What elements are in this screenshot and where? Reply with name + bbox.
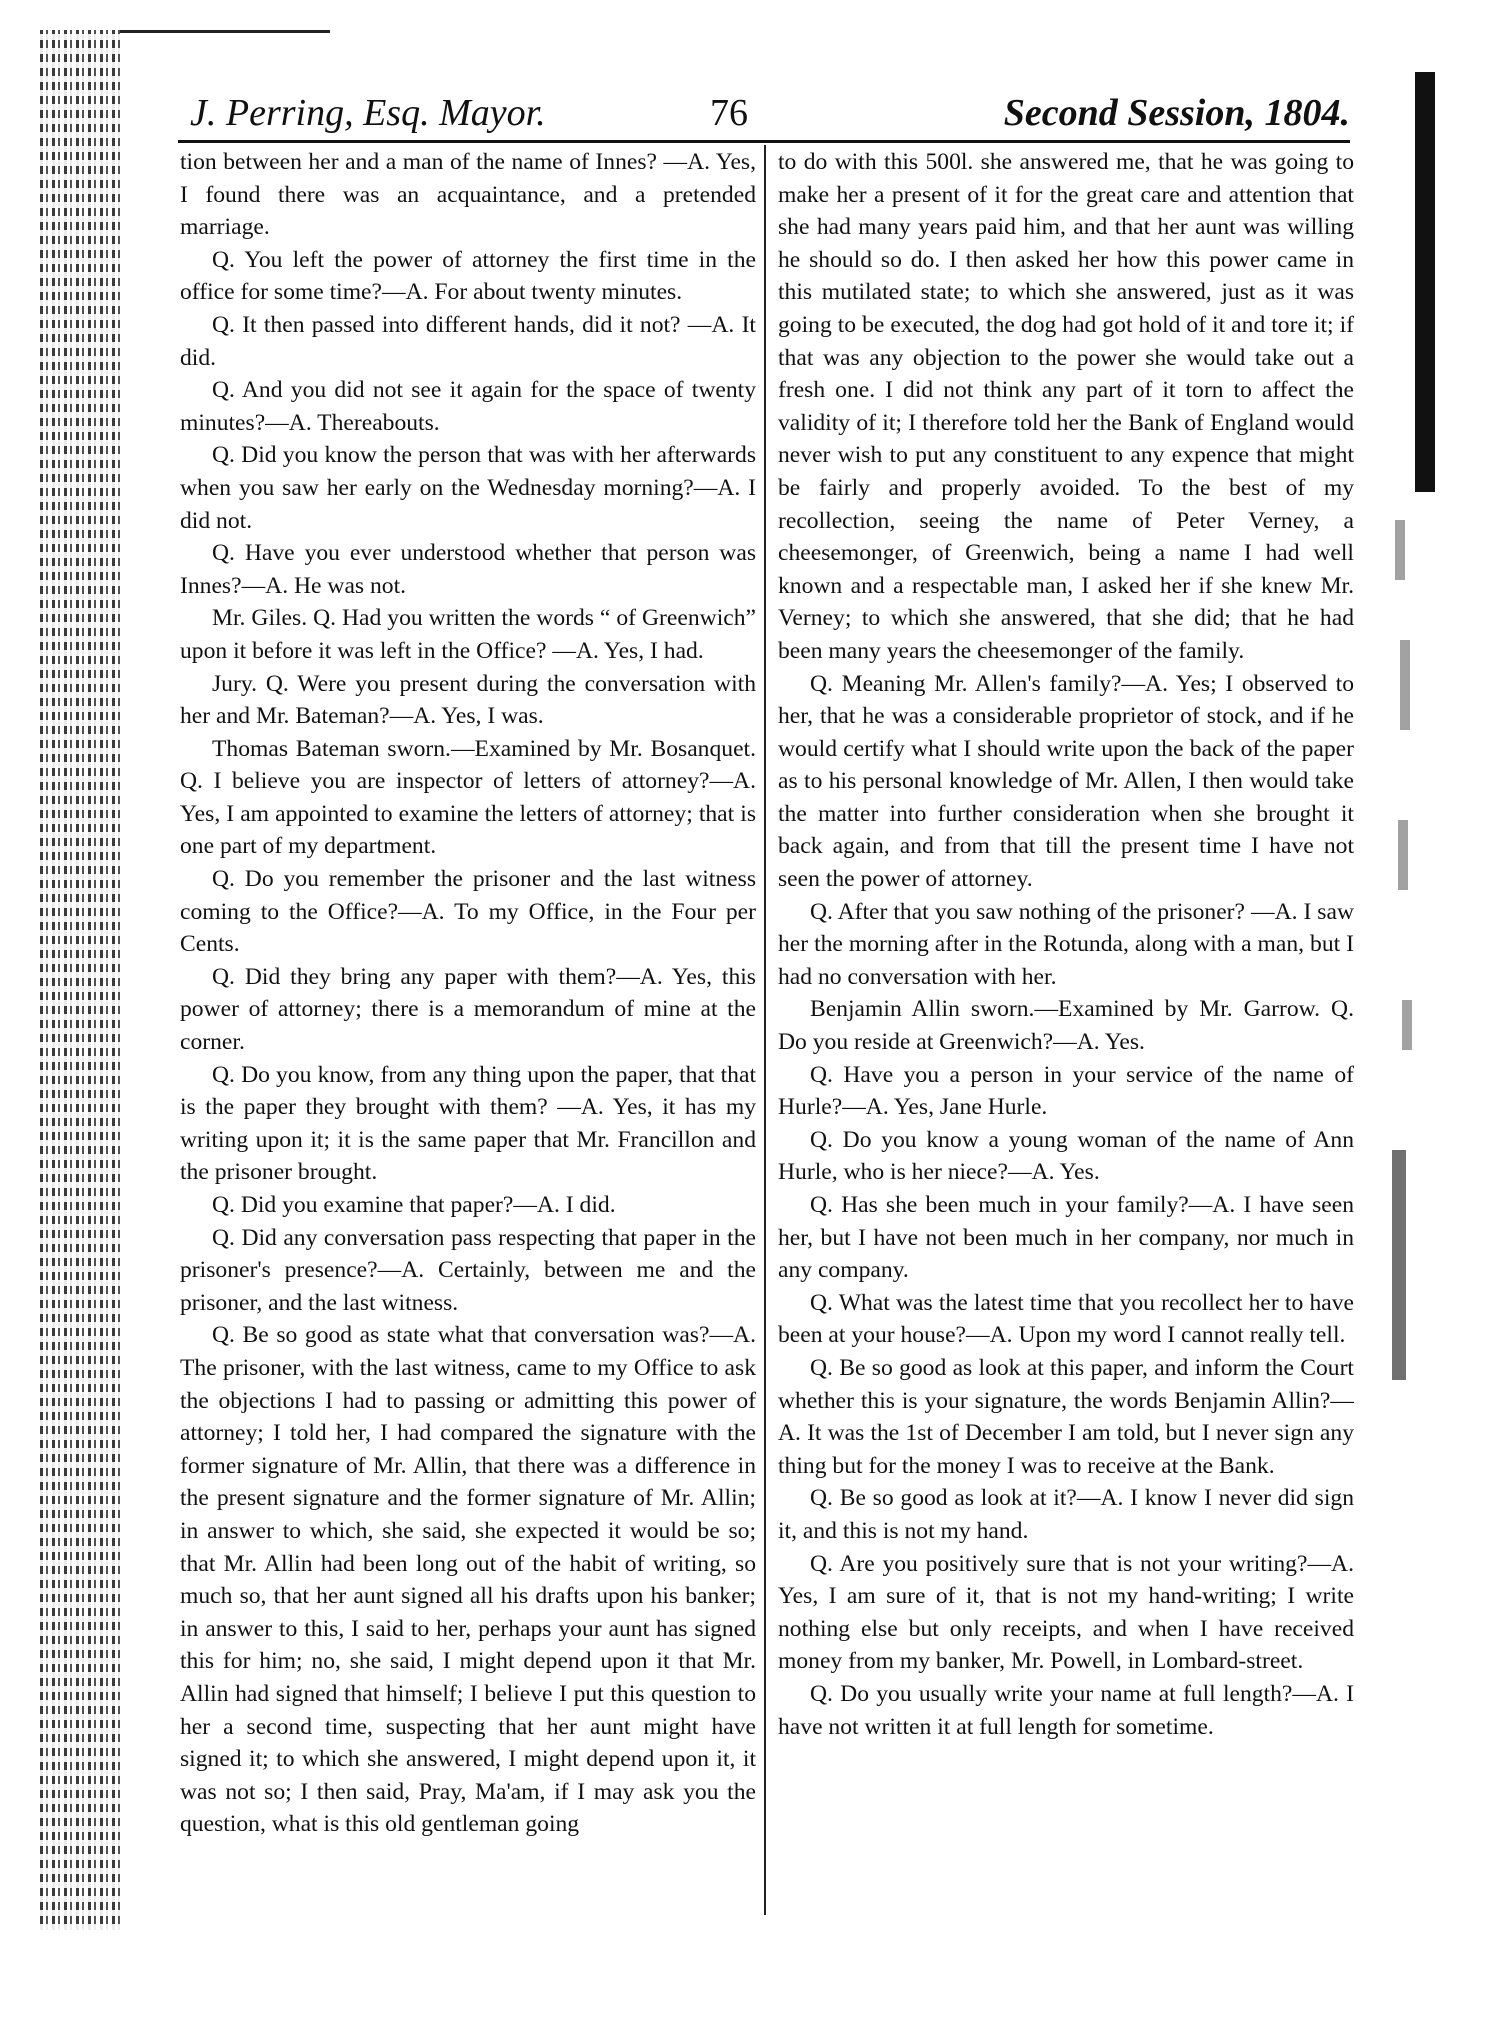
page-number: 76	[710, 92, 748, 134]
binding-edge-shadow	[40, 30, 122, 1930]
paragraph: tion between her and a man of the name of Innes? —A. Yes, I found there was an acquaintance, and a pretended marriage.	[180, 149, 756, 241]
paragraph: Q. Are you positively sure that is not your writing?—A. Yes, I am sure of it, that is not my hand-writing; I write nothing else but only receipts, and when I have received money from my banker, Mr. Powell, in Lombard-street.	[778, 1550, 1354, 1675]
paragraph: Q. Did any conversation pass respecting that paper in the prisoner's presence?—A. Certainly, between me and the prisoner, and the last witness.	[180, 1224, 756, 1316]
scan-edge-bar	[1392, 1150, 1406, 1380]
running-head	[190, 88, 1350, 138]
scan-edge-bar	[1415, 72, 1435, 492]
paragraph: Q. Did they bring any paper with them?—A. Yes, this power of attorney; there is a memorandum of mine at the corner.	[180, 963, 756, 1056]
right-column	[778, 146, 1354, 1743]
scan-speck	[1398, 820, 1408, 890]
paragraph: Q. You left the power of attorney the first time in the office for some time?—A. For about twenty minutes.	[180, 246, 756, 306]
paragraph: Q. Did you examine that paper?—A. I did.	[212, 1192, 616, 1218]
paragraph: Q. And you did not see it again for the space of twenty minutes?—A. Thereabouts.	[180, 377, 756, 436]
paragraph: Mr. Giles. Q. Had you written the words “ of Greenwich” upon it before it was left in the Office? —A. Yes, I had.	[180, 605, 756, 664]
scan-speck	[1395, 520, 1405, 580]
header-rule	[178, 140, 1350, 143]
paragraph: to do with this 500l. she answered me, that he was going to make her a present of it for the great care and attention that she had many years paid him, and that her aunt was willing he should so do. I then asked her how this power came in this mutilated state; to which she answered, just as it was going to be executed, the dog had got hold of it and tore it; if that was any objection to the power she would take out a fresh one. I did not think any part of it torn to affect the validity of it; I therefore told her the Bank of England would never wish to put any constituent to any expence that might be fairly and properly avoided. To the best of my recollection, seeing the name of Peter Verney, a cheesemonger, of Greenwich, being a name I had well known and a respectable man, I asked her if she knew Mr. Verney; to which she answered, that she did; that he had been many years the cheesemonger of the family.	[778, 149, 1354, 664]
paragraph: Q. Meaning Mr. Allen's family?—A. Yes; I observed to her, that he was a considerable proprietor of stock, and if he would certify what I should write upon the back of the paper as to his personal knowledge of Mr. Allen, I then would take the matter into further consideration when she brought it back again, and from that till the present time I have not seen the power of attorney.	[778, 670, 1354, 893]
paragraph: Q. What was the latest time that you recollect her to have been at your house?—A. Upon my word I cannot really tell.	[778, 1289, 1354, 1349]
paragraph: Q. Has she been much in your family?—A. I have seen her, but I have not been much in her company, nor much in any company.	[778, 1192, 1354, 1284]
paragraph: Q. Do you know a young woman of the name of Ann Hurle, who is her niece?—A. Yes.	[778, 1126, 1354, 1186]
paragraph: Q. Be so good as look at this paper, and inform the Court whether this is your signature, the words Benjamin Allin?—A. It was the 1st of December I am told, but I never sign any thing but for the money I was to receive at the Bank.	[778, 1354, 1354, 1479]
paragraph: Benjamin Allin sworn.—Examined by Mr. Garrow. Q. Do you reside at Greenwich?—A. Yes.	[778, 996, 1354, 1056]
paragraph: Q. Do you usually write your name at full length?—A. I have not written it at full length for sometime.	[778, 1680, 1354, 1740]
paragraph: Q. Did you know the person that was with her afterwards when you saw her early on the Wednesday morning?—A. I did not.	[180, 442, 756, 534]
scan-artifact	[120, 30, 330, 33]
left-column	[180, 146, 756, 1841]
header-right: Second Session, 1804.	[1003, 92, 1350, 134]
paragraph: Q. Do you remember the prisoner and the last witness coming to the Office?—A. To my Office, in the Four per Cents.	[180, 866, 756, 958]
paragraph: Q. After that you saw nothing of the prisoner? —A. I saw her the morning after in the Rotunda, along with a man, but I had no conversation with her.	[778, 898, 1354, 990]
paragraph: Thomas Bateman sworn.—Examined by Mr. Bosanquet. Q. I believe you are inspector of letters of attorney?—A. Yes, I am appointed to examine the letters of attorney; that is one part of my department.	[180, 735, 756, 860]
column-divider	[764, 145, 766, 1915]
scan-speck	[1402, 1000, 1412, 1050]
paragraph: Q. It then passed into different hands, did it not? —A. It did.	[180, 311, 756, 371]
paragraph: Jury. Q. Were you present during the conversation with her and Mr. Bateman?—A. Yes, I was.	[180, 670, 756, 730]
paragraph: Q. Be so good as state what that conversation was?—A. The prisoner, with the last witness, came to my Office to ask the objections I had to passing or admitting this power of attorney; I told her, I had compared the signature with the former signature of Mr. Allin, that there was a difference in the present signature and the former signature of Mr. Allin; in answer to which, she said, she expected it would be so; that Mr. Allin had been long out of the habit of writing, so much so, that her aunt signed all his drafts upon his banker; in answer to this, I said to her, perhaps your aunt has signed this for him; no, she said, I might depend upon it that Mr. Allin had signed that himself; I believe I put this question to her a second time, suspecting that her aunt might have signed it; to which she answered, I might depend upon it, it was not so; I then said, Pray, Ma'am, if I may ask you the question, what is this old gentleman going	[180, 1322, 756, 1838]
header-left: J. Perring, Esq. Mayor.	[190, 92, 546, 134]
paragraph: Q. Have you ever understood whether that person was Innes?—A. He was not.	[180, 540, 756, 599]
scan-speck	[1400, 640, 1410, 730]
paragraph: Q. Do you know, from any thing upon the paper, that that is the paper they brought with them? —A. Yes, it has my writing upon it; it is the same paper that Mr. Francillon and the prisoner brought.	[180, 1061, 756, 1186]
paragraph: Q. Be so good as look at it?—A. I know I never did sign it, and this is not my hand.	[778, 1485, 1354, 1544]
paragraph: Q. Have you a person in your service of the name of Hurle?—A. Yes, Jane Hurle.	[778, 1061, 1354, 1121]
